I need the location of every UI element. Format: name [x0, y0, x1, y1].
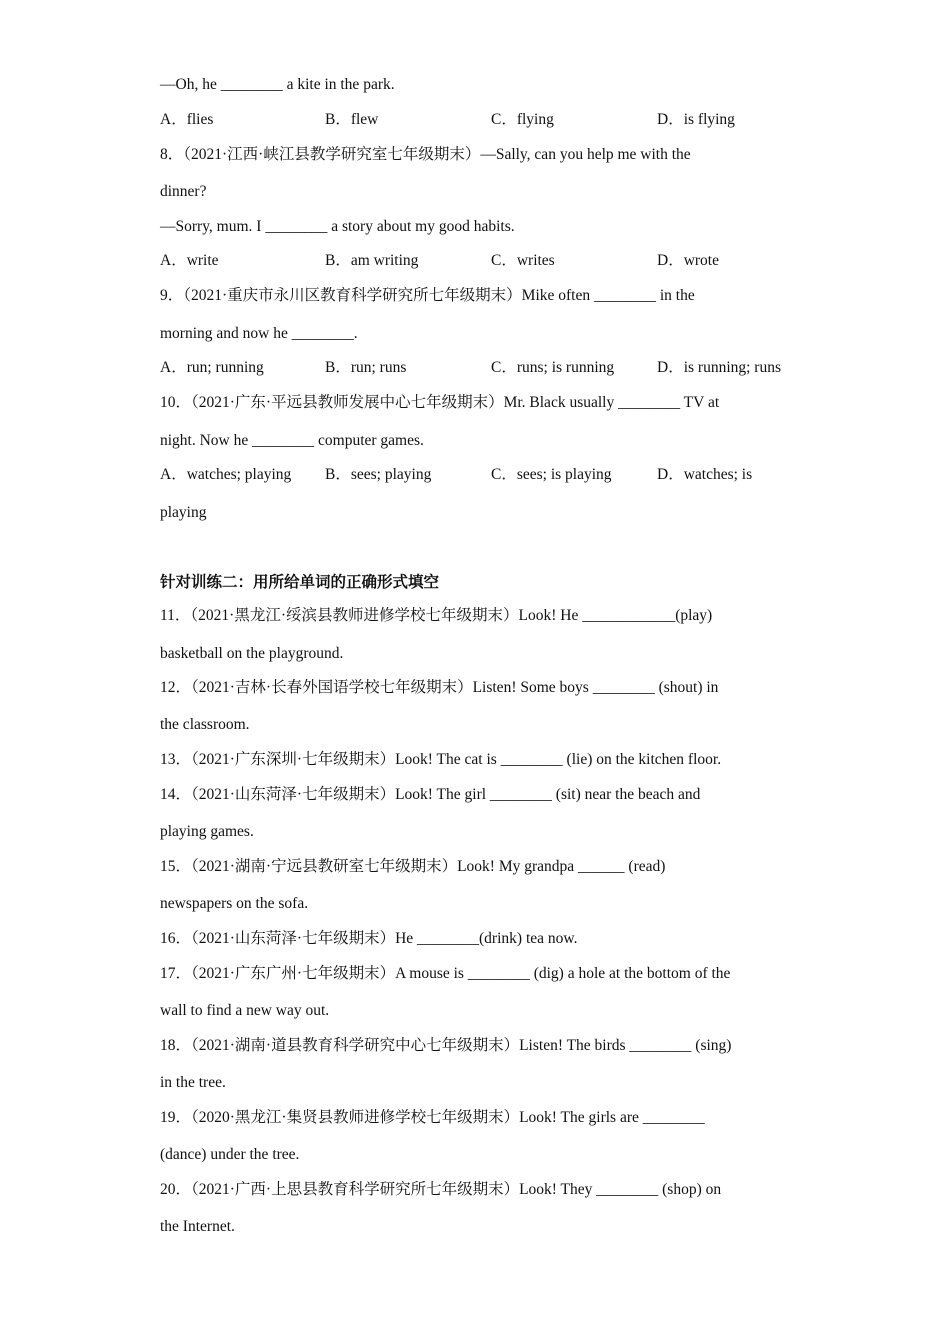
q8-reply: —Sorry, mum. I ________ a story about my good habits. [160, 218, 515, 235]
q7-option-b: B．flew [325, 111, 379, 128]
q9-option-b: B．run; runs [325, 359, 407, 376]
q7-line: —Oh, he ________ a kite in the park. [160, 76, 395, 93]
q20-stem-cont: the Internet. [160, 1218, 235, 1235]
q10-option-c: C．sees; is playing [491, 466, 612, 483]
q10-option-a: A．watches; playing [160, 466, 292, 483]
q18-stem: 18．（2021·湖南·道县教育科学研究中心七年级期末）Listen! The birds ________ (sing) [160, 1037, 732, 1054]
q8-option-c: C．writes [491, 252, 555, 269]
q9-option-c: C．runs; is running [491, 359, 615, 376]
q7-option-c: C．flying [491, 111, 554, 128]
q11-stem: 11．（2021·黑龙江·绥滨县教师进修学校七年级期末）Look! He ____________(play) [160, 607, 713, 624]
q15-stem-cont: newspapers on the sofa. [160, 895, 309, 912]
q7-option-a: A．flies [160, 111, 214, 128]
q11-stem-cont: basketball on the playground. [160, 645, 344, 662]
q15-stem: 15．（2021·湖南·宁远县教研室七年级期末）Look! My grandpa ______ (read) [160, 858, 666, 875]
q7-option-d: D．is flying [657, 111, 735, 128]
q10-option-d: D．watches; is [657, 466, 753, 483]
q9-stem-cont: morning and now he ________. [160, 325, 358, 342]
q8-option-d: D．wrote [657, 252, 719, 269]
q10-stem-cont: night. Now he ________ computer games. [160, 432, 424, 449]
q8-option-a: A．write [160, 252, 219, 269]
q19-stem: 19．（2020·黑龙江·集贤县教师进修学校七年级期末）Look! The girls are ________ [160, 1109, 705, 1126]
q14-stem-cont: playing games. [160, 823, 254, 840]
q10-option-b: B．sees; playing [325, 466, 432, 483]
q9-option-a: A．run; running [160, 359, 264, 376]
q10-stem: 10．（2021·广东·平远县教师发展中心七年级期末）Mr. Black usually ________ TV at [160, 394, 720, 411]
q10-option-d-cont: playing [160, 504, 207, 521]
q12-stem-cont: the classroom. [160, 716, 250, 733]
q9-stem: 9．（2021·重庆市永川区教育科学研究所七年级期末）Mike often ________ in the [160, 287, 695, 304]
q8-option-b: B．am writing [325, 252, 419, 269]
q17-stem-cont: wall to find a new way out. [160, 1002, 330, 1019]
q8-stem: 8．（2021·江西·峡江县教学研究室七年级期末）—Sally, can you help me with the [160, 146, 691, 163]
q13-stem: 13．（2021·广东深圳·七年级期末）Look! The cat is ________ (lie) on the kitchen floor. [160, 751, 722, 768]
q9-option-d: D．is running; runs [657, 359, 782, 376]
q16-stem: 16．（2021·山东菏泽·七年级期末）He ________(drink) tea now. [160, 930, 578, 947]
q18-stem-cont: in the tree. [160, 1074, 226, 1091]
q20-stem: 20．（2021·广西·上思县教育科学研究所七年级期末）Look! They ________ (shop) on [160, 1181, 722, 1198]
q19-stem-cont: (dance) under the tree. [160, 1146, 300, 1163]
q8-stem-cont: dinner? [160, 183, 207, 200]
q14-stem: 14．（2021·山东菏泽·七年级期末）Look! The girl ________ (sit) near the beach and [160, 786, 701, 803]
section-heading: 针对训练二：用所给单词的正确形式填空 [160, 573, 440, 591]
q17-stem: 17．（2021·广东广州·七年级期末）A mouse is ________ (dig) a hole at the bottom of the [160, 965, 731, 982]
q12-stem: 12．（2021·吉林·长春外国语学校七年级期末）Listen! Some boys ________ (shout) in [160, 679, 719, 696]
